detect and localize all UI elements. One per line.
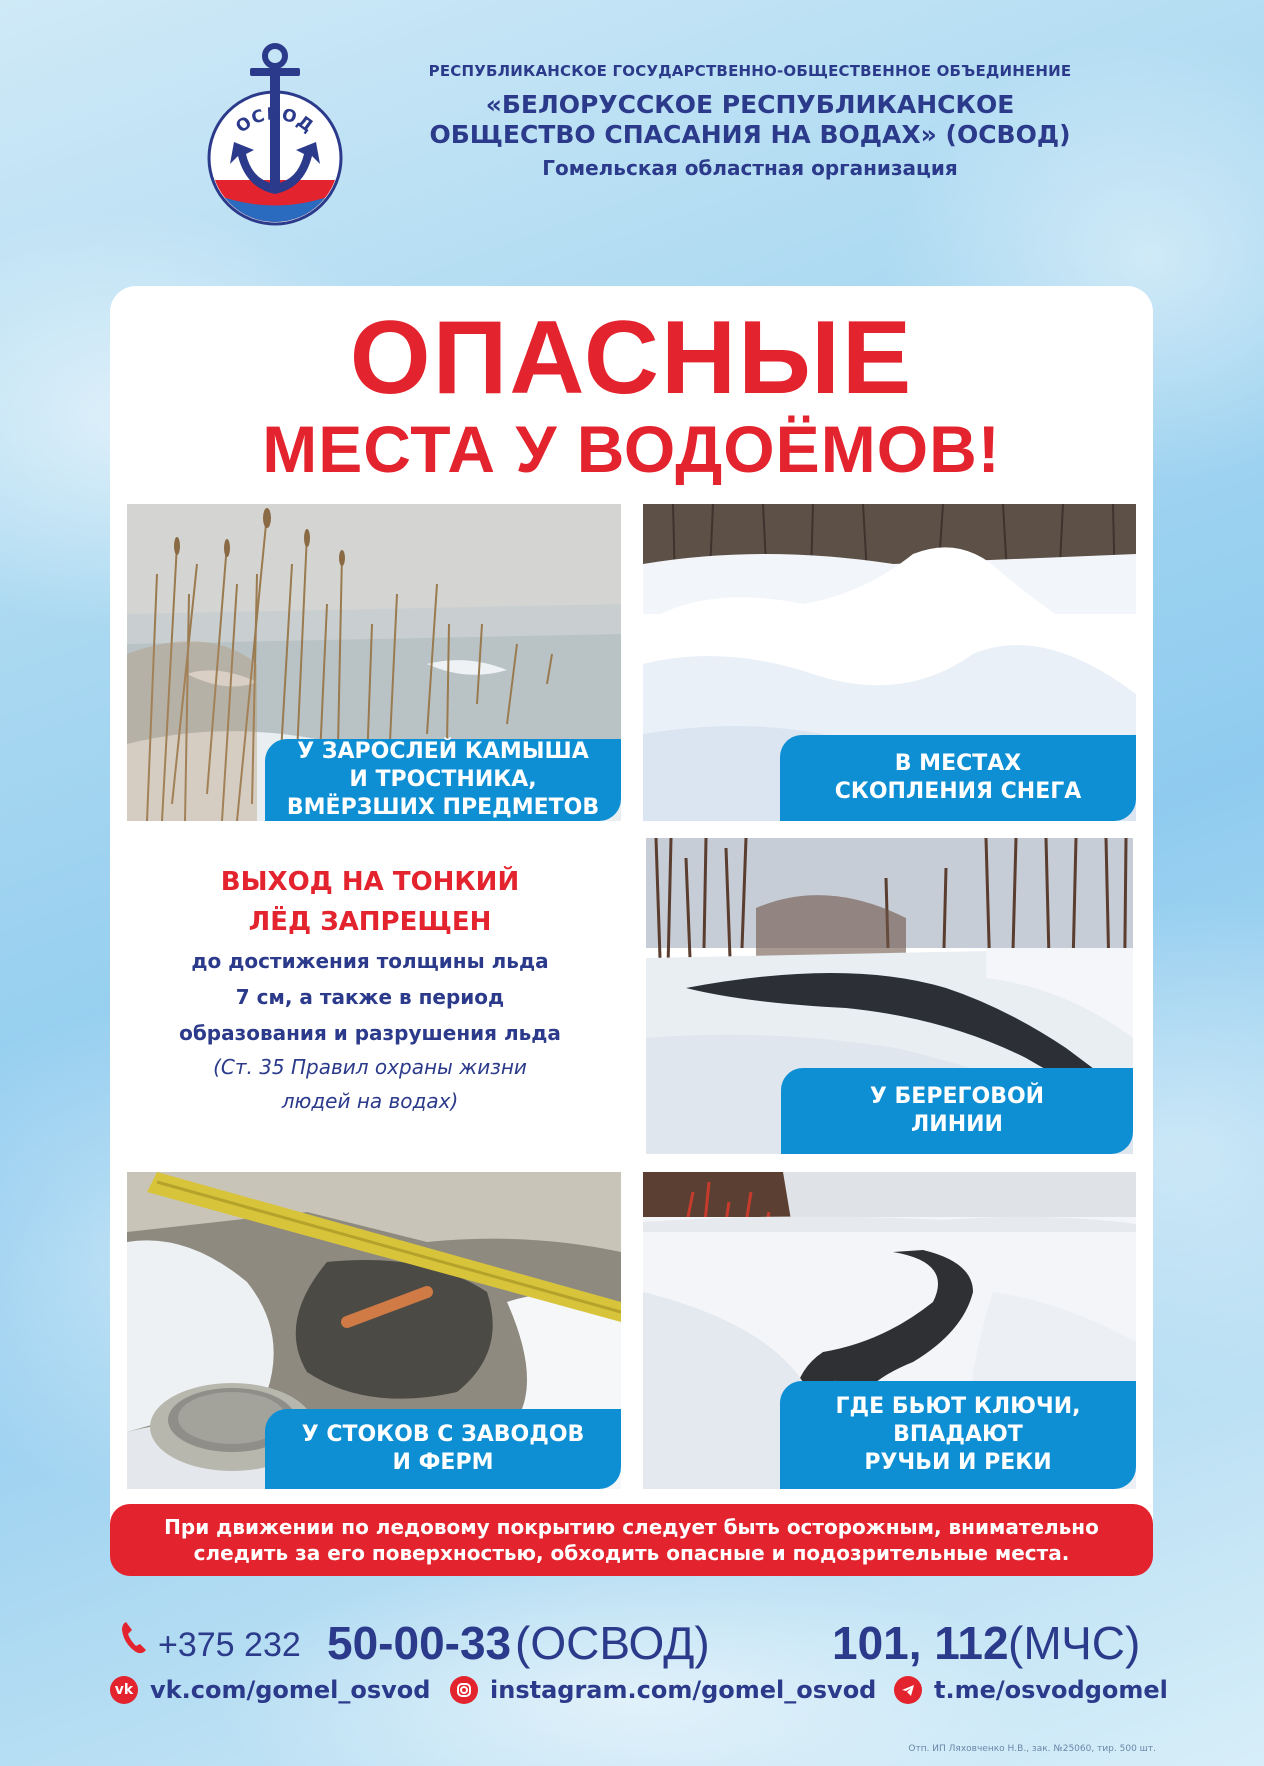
rule-reference-1: (Ст. 35 Правил охраны жизни [213, 1055, 527, 1079]
caption-reeds: У ЗАРОСЛЕЙ КАМЫША И ТРОСТНИКА, ВМЁРЗШИХ ПРЕДМЕТОВ [265, 739, 621, 821]
telegram-link[interactable] [894, 1676, 1168, 1704]
social-links [110, 1676, 1170, 1716]
rule-heading-2: ЛЁД ЗАПРЕЩЕН [248, 907, 492, 937]
photo-drains [127, 1172, 621, 1489]
rule-text-2: 7 см, а также в период [235, 985, 505, 1009]
vk-url: vk.com/gomel_osvod [150, 1676, 431, 1704]
phone-org: (ОСВОД) [515, 1617, 710, 1669]
telegram-icon [894, 1676, 922, 1704]
phone-contacts [120, 1612, 1160, 1672]
photo-reeds [127, 504, 621, 821]
photo-springs [643, 1172, 1136, 1489]
organization-header [360, 62, 1140, 180]
org-name-line2: ОБЩЕСТВО СПАСАНИЯ НА ВОДАХ» (ОСВОД) [429, 120, 1071, 149]
caption-springs: ГДЕ БЬЮТ КЛЮЧИ, ВПАДАЮТ РУЧЬИ И РЕКИ [780, 1381, 1136, 1489]
emergency-numbers[interactable]: 101, 112 [832, 1617, 1009, 1669]
org-type: РЕСПУБЛИКАНСКОЕ ГОСУДАРСТВЕННО-ОБЩЕСТВЕННОЕ ОБЪЕДИНЕНИЕ [428, 62, 1072, 80]
svg-text:ОСВОД: ОСВОД [232, 104, 318, 138]
instagram-url: instagram.com/gomel_osvod [490, 1676, 877, 1704]
instagram-link[interactable] [450, 1676, 876, 1704]
instagram-icon [450, 1676, 478, 1704]
page-subtitle: МЕСТА У ВОДОЁМОВ! [262, 412, 1001, 486]
page-title: ОПАСНЫЕ [349, 300, 914, 416]
phone-prefix[interactable]: +375 232 [158, 1626, 301, 1664]
warning-line-2: следить за его поверхностью, обходить опасные и подозрительные места. [193, 1541, 1070, 1565]
rule-text-1: до достижения толщины льда [191, 949, 549, 973]
phone-main[interactable]: 50-00-33 [327, 1617, 512, 1669]
phone-icon [120, 1620, 148, 1661]
warning-line-1: При движении по ледовому покрытию следует быть осторожным, внимательно [164, 1515, 1099, 1539]
org-branch: Гомельская областная организация [542, 156, 958, 180]
emergency-org: (МЧС) [1008, 1617, 1141, 1669]
rule-heading-1: ВЫХОД НА ТОНКИЙ [220, 867, 520, 897]
osvod-logo [200, 38, 350, 228]
caption-snow: В МЕСТАХ СКОПЛЕНИЯ СНЕГА [780, 735, 1136, 821]
photo-shoreline [646, 838, 1133, 1154]
rule-text-3: образования и разрушения льда [179, 1021, 561, 1045]
rule-reference-2: людей на водах) [281, 1089, 459, 1113]
telegram-url: t.me/osvodgomel [934, 1676, 1168, 1704]
caption-shore: У БЕРЕГОВОЙ ЛИНИИ [781, 1068, 1133, 1154]
caption-drains: У СТОКОВ С ЗАВОДОВ И ФЕРМ [265, 1409, 621, 1489]
vk-icon: vk [110, 1676, 138, 1704]
print-info: Отп. ИП Ляховченко Н.В., зак. №25060, тир. 500 шт. [908, 1744, 1156, 1754]
photo-snow-drifts [643, 504, 1136, 821]
vk-link[interactable] [110, 1676, 430, 1704]
warning-banner [110, 1504, 1153, 1576]
org-name-line1: «БЕЛОРУССКОЕ РЕСПУБЛИКАНСКОЕ [485, 90, 1015, 119]
ice-rule-notice [140, 862, 600, 1118]
